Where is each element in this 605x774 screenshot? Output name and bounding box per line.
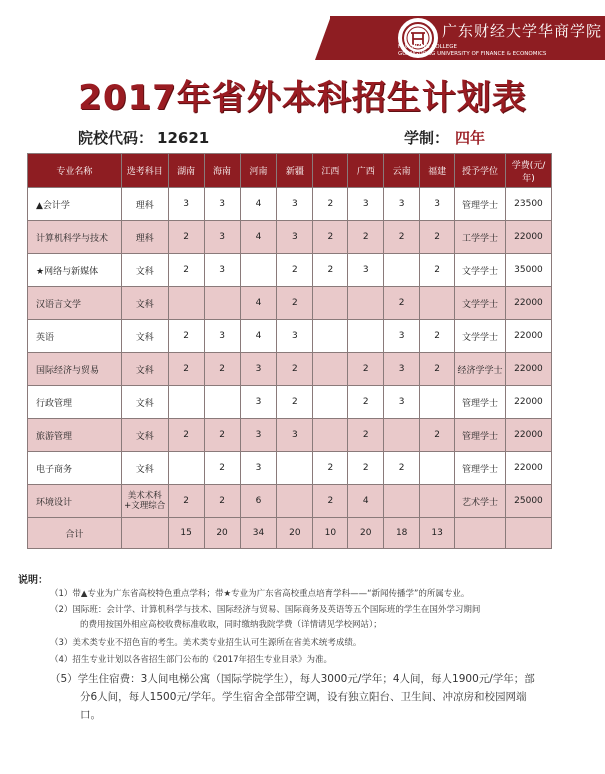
column-header: 学费(元/年) [505, 154, 551, 188]
total-cell: 18 [384, 518, 420, 549]
column-header: 授予学位 [455, 154, 506, 188]
school-english-name: HUASHANG COLLEGE GUANGDONG UNIVERSITY OF FINANCE & ECONOMICS [398, 44, 547, 57]
table-cell: 2 [277, 287, 313, 320]
table-cell: 美术术科+文理综合 [121, 485, 168, 518]
table-cell: 3 [420, 188, 455, 221]
table-cell: 3 [384, 188, 420, 221]
table-cell: 理科 [121, 221, 168, 254]
major-name-cell: 环境设计 [28, 485, 122, 518]
table-cell: 2 [204, 419, 240, 452]
table-cell: 4 [240, 221, 277, 254]
table-cell: 23500 [505, 188, 551, 221]
table-row [28, 485, 552, 518]
table-row [28, 353, 552, 386]
table-cell: 理科 [121, 188, 168, 221]
table-cell [204, 386, 240, 419]
table-cell: 文学学士 [455, 320, 506, 353]
table-cell: 22000 [505, 221, 551, 254]
table-cell: 3 [348, 188, 384, 221]
table-row [28, 188, 552, 221]
table-cell: 3 [348, 254, 384, 287]
total-cell [121, 518, 168, 549]
total-cell: 20 [204, 518, 240, 549]
table-cell: 2 [313, 188, 348, 221]
table-cell [277, 452, 313, 485]
column-header: 海南 [204, 154, 240, 188]
table-body [28, 188, 552, 549]
table-cell [277, 485, 313, 518]
table-row [28, 221, 552, 254]
table-cell: 2 [348, 221, 384, 254]
table-cell [168, 452, 204, 485]
table-cell: 经济学学士 [455, 353, 506, 386]
note-line: 口。 [80, 709, 101, 721]
table-row [28, 254, 552, 287]
table-cell [384, 419, 420, 452]
table-row [28, 419, 552, 452]
table-cell: 3 [204, 188, 240, 221]
table-cell: 3 [384, 386, 420, 419]
table-cell: 3 [204, 320, 240, 353]
note-line: （1）带▲专业为广东省高校特色重点学科；带★专业为广东省高校重点培育学科——“新闻传播学”的所属专业。 [50, 589, 470, 599]
table-cell: 2 [420, 254, 455, 287]
table-cell: 35000 [505, 254, 551, 287]
table-cell [168, 386, 204, 419]
table-cell: 22000 [505, 320, 551, 353]
school-name: 广东财经大学华商学院 [442, 22, 603, 40]
table-cell: 2 [420, 353, 455, 386]
table-cell: 2 [168, 353, 204, 386]
table-cell: 2 [348, 353, 384, 386]
table-cell: 文学学士 [455, 254, 506, 287]
table-cell [313, 419, 348, 452]
table-cell: 3 [204, 254, 240, 287]
table-header-row [28, 154, 552, 188]
column-header: 江西 [313, 154, 348, 188]
table-cell [168, 287, 204, 320]
total-cell: 10 [313, 518, 348, 549]
total-cell: 15 [168, 518, 204, 549]
table-cell: 3 [277, 188, 313, 221]
table-row [28, 386, 552, 419]
table-cell: 3 [240, 452, 277, 485]
table-cell: 2 [313, 452, 348, 485]
header-banner [0, 0, 605, 66]
table-cell: 3 [168, 188, 204, 221]
table-cell: 2 [204, 485, 240, 518]
table-cell [384, 485, 420, 518]
table-cell: 2 [420, 320, 455, 353]
table-row [28, 320, 552, 353]
table-cell: 3 [240, 419, 277, 452]
column-header: 专业名称 [28, 154, 122, 188]
table-cell: 22000 [505, 353, 551, 386]
column-header: 河南 [240, 154, 277, 188]
major-name-cell: ▲会计学 [28, 188, 122, 221]
table-cell: 2 [420, 419, 455, 452]
table-cell: 3 [240, 353, 277, 386]
table-cell: 文科 [121, 386, 168, 419]
table-cell: 3 [384, 320, 420, 353]
table-cell [348, 287, 384, 320]
table-cell [420, 287, 455, 320]
table-cell: 2 [277, 353, 313, 386]
major-name-cell: 电子商务 [28, 452, 122, 485]
column-header: 湖南 [168, 154, 204, 188]
table-cell [420, 485, 455, 518]
table-cell: 文科 [121, 353, 168, 386]
table-cell: 文科 [121, 287, 168, 320]
table-cell: 3 [277, 221, 313, 254]
institution-code: 院校代码： 12621 [78, 129, 210, 147]
note-line: （2）国际班：会计学、计算机科学与技术、国际经济与贸易、国际商务及英语等五个国际班的学生在国外学习期间 [50, 605, 481, 615]
column-header: 云南 [384, 154, 420, 188]
table-cell: 2 [348, 386, 384, 419]
total-cell [505, 518, 551, 549]
table-cell: 2 [277, 386, 313, 419]
table-cell: 艺术学士 [455, 485, 506, 518]
major-name-cell: 计算机科学与技术 [28, 221, 122, 254]
table-row [28, 452, 552, 485]
table-cell: 管理学士 [455, 452, 506, 485]
table-cell: 3 [277, 320, 313, 353]
table-cell: 2 [313, 254, 348, 287]
total-cell: 20 [277, 518, 313, 549]
enrollment-plan-table [27, 153, 552, 549]
table-cell [313, 386, 348, 419]
total-cell: 20 [348, 518, 384, 549]
table-cell: 2 [313, 485, 348, 518]
table-cell: 4 [240, 287, 277, 320]
study-length: 学制： 四年 [404, 129, 486, 147]
table-cell: 2 [168, 419, 204, 452]
column-header: 新疆 [277, 154, 313, 188]
major-name-cell: 英语 [28, 320, 122, 353]
table-cell: 22000 [505, 419, 551, 452]
total-label-cell: 合计 [28, 518, 122, 549]
table-cell: 3 [240, 386, 277, 419]
table-cell [313, 320, 348, 353]
table-cell: 2 [168, 320, 204, 353]
table-cell: 工学学士 [455, 221, 506, 254]
table-cell [313, 287, 348, 320]
column-header: 广西 [348, 154, 384, 188]
table-cell [420, 386, 455, 419]
table-cell: 2 [168, 221, 204, 254]
major-name-cell: ★网络与新媒体 [28, 254, 122, 287]
table-cell: 管理学士 [455, 188, 506, 221]
table-cell: 2 [168, 254, 204, 287]
banner-cut [315, 16, 331, 60]
table-cell: 文科 [121, 452, 168, 485]
table-cell: 文科 [121, 320, 168, 353]
table-cell: 2 [313, 221, 348, 254]
major-name-cell: 国际经济与贸易 [28, 353, 122, 386]
table-cell: 文科 [121, 254, 168, 287]
table-cell: 2 [204, 452, 240, 485]
table-cell: 2 [348, 419, 384, 452]
table-cell: 22000 [505, 287, 551, 320]
total-cell [455, 518, 506, 549]
table-row [28, 287, 552, 320]
table-cell: 3 [204, 221, 240, 254]
note-line: （3）美术类专业不招色盲的考生。美术类专业招生认可生源所在省美术统考成绩。 [50, 638, 362, 648]
table-cell [384, 254, 420, 287]
table-cell: 管理学士 [455, 386, 506, 419]
table-cell [204, 287, 240, 320]
table-cell: 文学学士 [455, 287, 506, 320]
table-cell [348, 320, 384, 353]
note-line: （4）招生专业计划以各省招生部门公布的《2017年招生专业目录》为准。 [50, 655, 333, 665]
total-cell: 13 [420, 518, 455, 549]
table-cell: 2 [384, 287, 420, 320]
note-line: （5）学生住宿费：3人间电梯公寓（国际学院学生），每人3000元/学年；4人间，每人1900元/学年；部 [50, 673, 535, 685]
table-cell: 3 [277, 419, 313, 452]
table-cell: 3 [384, 353, 420, 386]
column-header: 福建 [420, 154, 455, 188]
note-line: 分6人间，每人1500元/学年。学生宿舍全部带空调，设有独立阳台、卫生间、冲凉房和校园网端 [80, 691, 527, 703]
table-cell [313, 353, 348, 386]
table-cell: 6 [240, 485, 277, 518]
table-cell: 2 [420, 221, 455, 254]
table-cell: 4 [240, 188, 277, 221]
table-cell: 2 [277, 254, 313, 287]
page-title: 2017年省外本科招生计划表 [78, 78, 527, 118]
note-line: 的费用按国外相应高校收费标准收取，同时缴纳我院学费（详情请见学校网站）； [80, 620, 382, 630]
major-name-cell: 行政管理 [28, 386, 122, 419]
column-header: 选考科目 [121, 154, 168, 188]
table-cell: 25000 [505, 485, 551, 518]
major-name-cell: 旅游管理 [28, 419, 122, 452]
total-cell: 34 [240, 518, 277, 549]
table-cell: 2 [384, 452, 420, 485]
table-cell: 2 [348, 452, 384, 485]
table-cell: 4 [240, 320, 277, 353]
table-cell: 2 [384, 221, 420, 254]
table-cell: 22000 [505, 452, 551, 485]
table-cell [240, 254, 277, 287]
table-cell: 文科 [121, 419, 168, 452]
table-cell: 22000 [505, 386, 551, 419]
table-cell: 4 [348, 485, 384, 518]
table-cell: 2 [204, 353, 240, 386]
table-cell [420, 452, 455, 485]
table-cell: 管理学士 [455, 419, 506, 452]
total-row [28, 518, 552, 549]
notes-title: 说明： [18, 575, 48, 586]
major-name-cell: 汉语言文学 [28, 287, 122, 320]
table-cell: 2 [168, 485, 204, 518]
